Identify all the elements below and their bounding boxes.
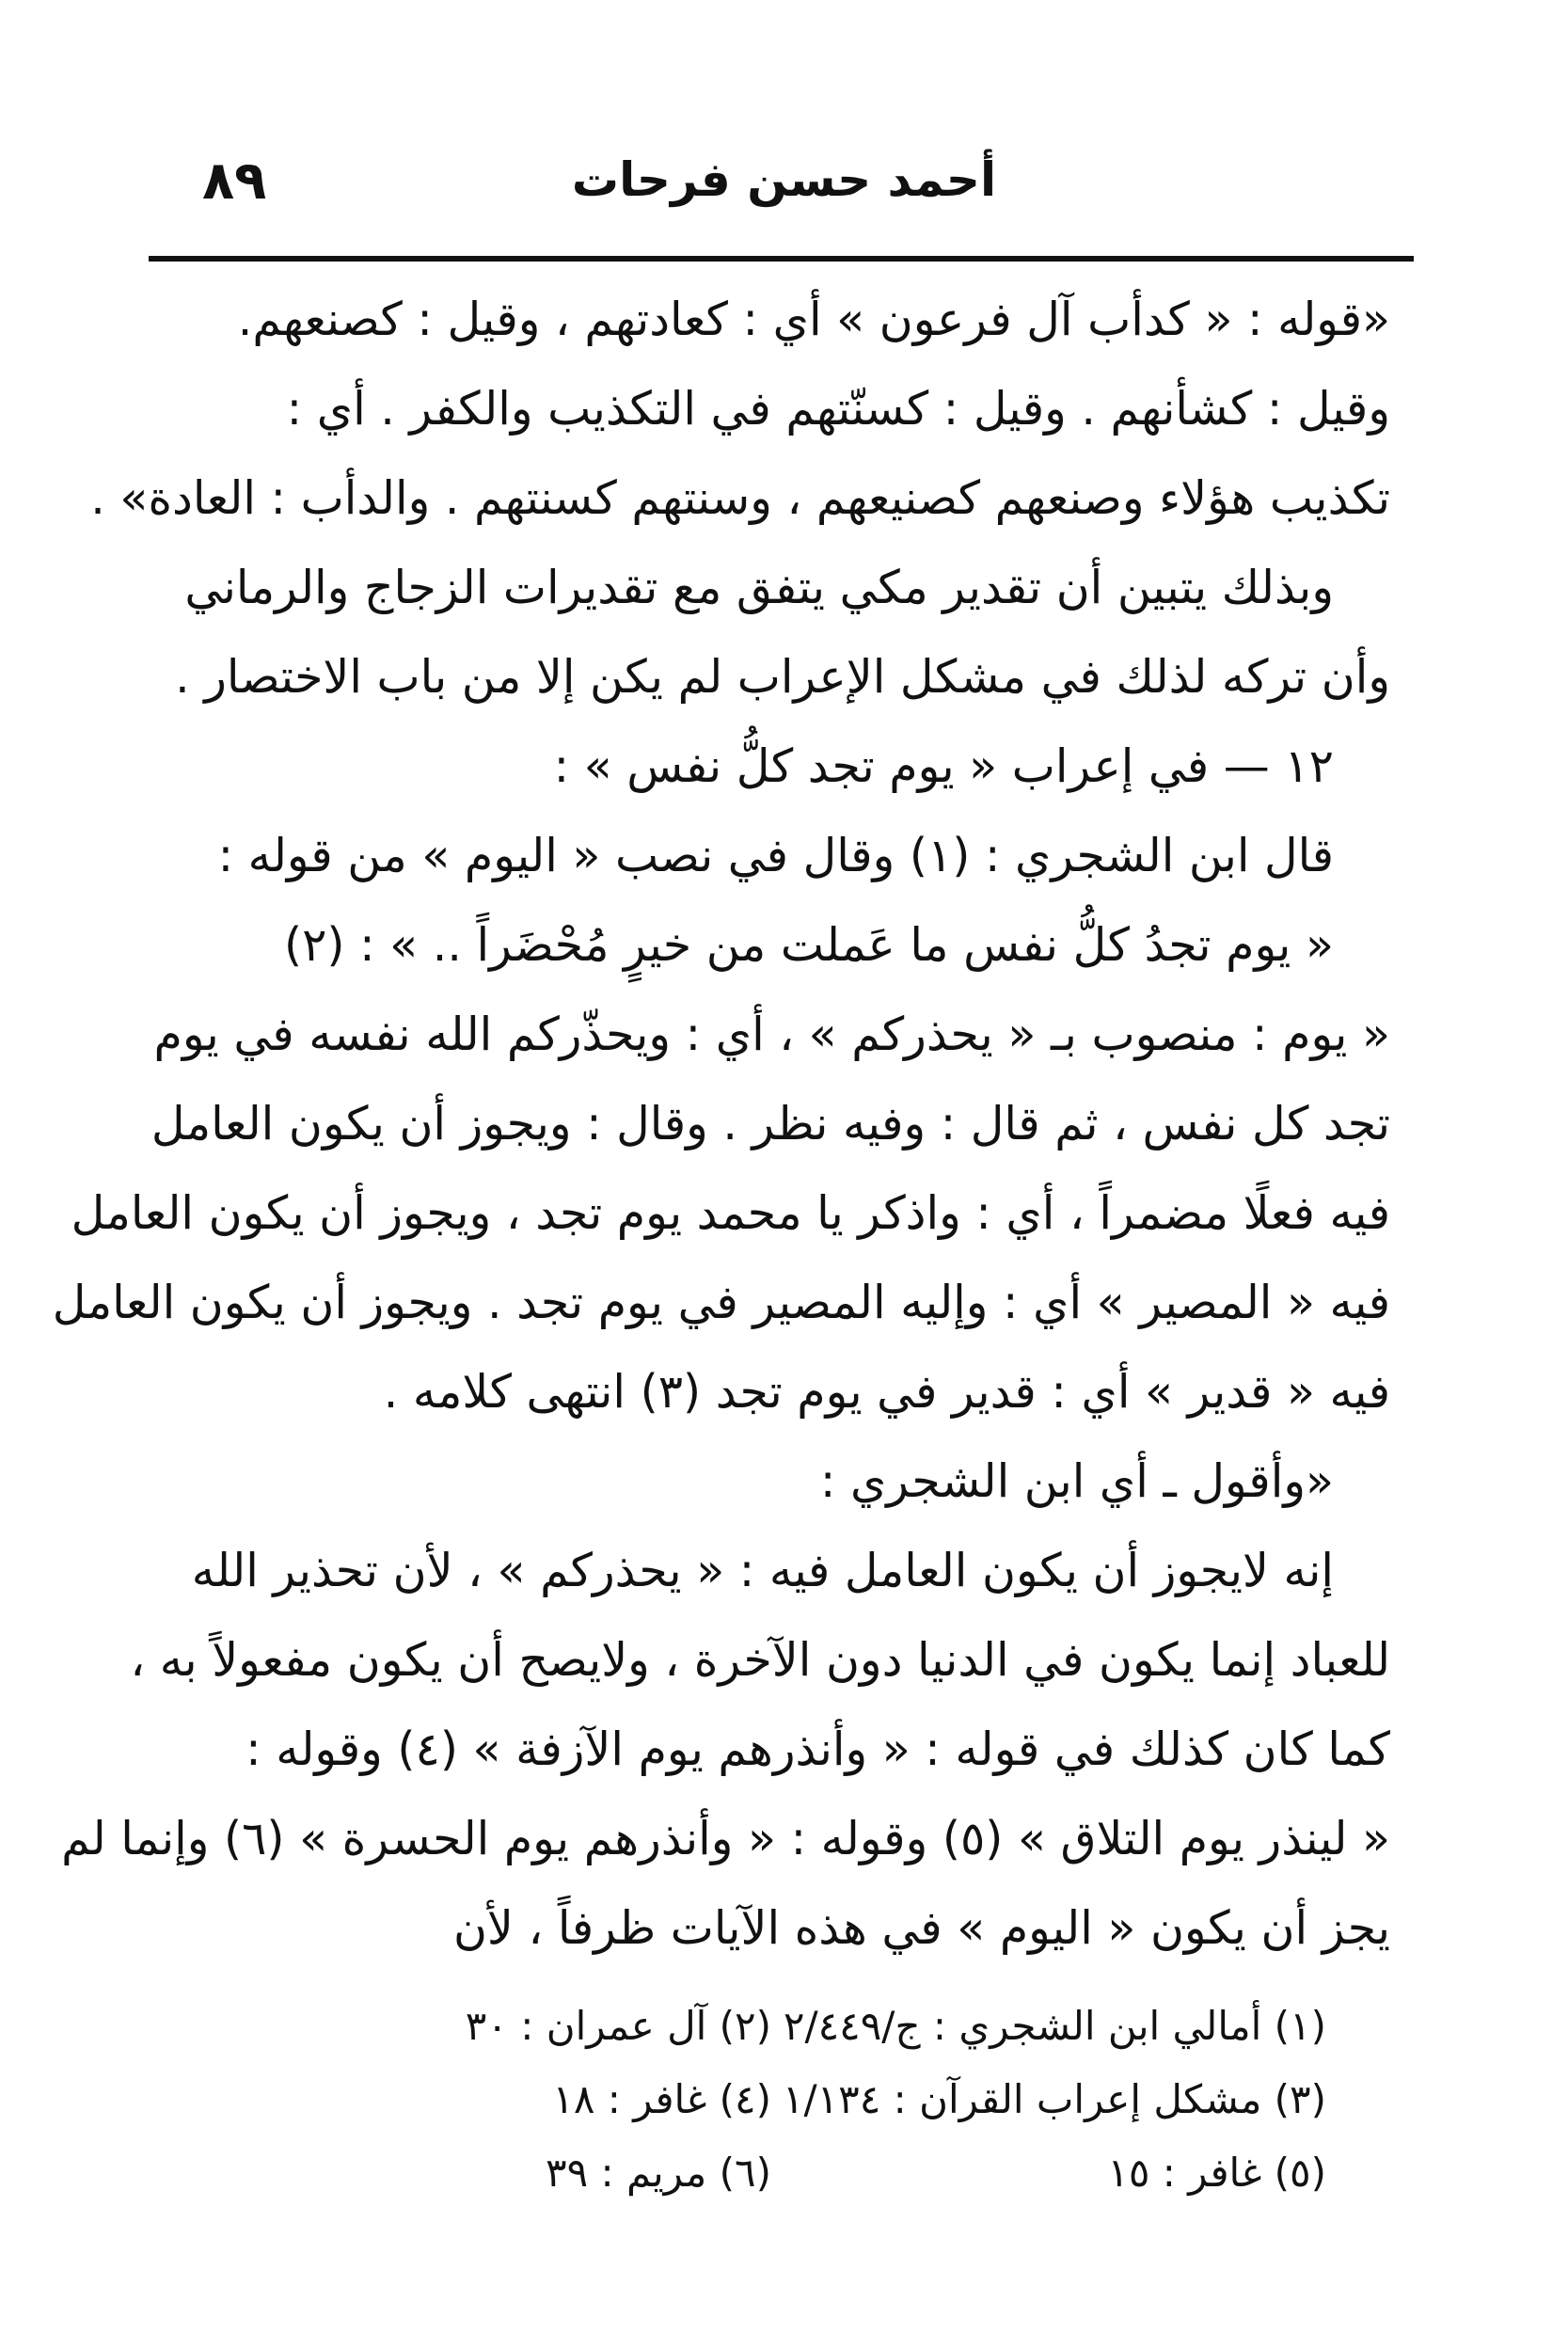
text-line: وبذلك يتبين أن تقدير مكي يتفق مع تقديرات الزجاج والرماني	[184, 561, 1334, 614]
text-line: فيه فعلًا مضمراً ، أي : واذكر يا محمد يوم تجد ، ويجوز أن يكون العامل	[71, 1186, 1390, 1240]
footnotes	[263, 1990, 1326, 2210]
footnote-5: (٥) غافر : ١٥	[1107, 2150, 1326, 2196]
text-line: تكذيب هؤلاء وصنعهم كصنيعهم ، وسنتهم كسنتهم . والدأب : العادة» .	[90, 471, 1390, 525]
footnote-row	[263, 2136, 1326, 2210]
footnote-3: (٣) مشكل إعراب القرآن : ١/١٣٤	[782, 2076, 1326, 2122]
text-line: فيه « قدير » أي : قدير في يوم تجد (٣) انتهى كلامه .	[383, 1365, 1390, 1419]
footnote-row	[263, 1990, 1326, 2063]
text-line: للعباد إنما يكون في الدنيا دون الآخرة ، ولايصح أن يكون مفعولاً به ،	[130, 1633, 1390, 1687]
footnote-1: (١) أمالي ابن الشجري : ج/٢/٤٤٩	[783, 2003, 1326, 2049]
main-text	[52, 275, 1390, 1973]
text-line: قال ابن الشجري : (١) وقال في نصب « اليوم » من قوله :	[217, 829, 1334, 882]
header-divider	[149, 256, 1414, 262]
text-line: وقيل : كشأنهم . وقيل : كسنّتهم في التكذيب والكفر . أي :	[286, 382, 1390, 436]
text-line: فيه « المصير » أي : وإليه المصير في يوم تجد . ويجوز أن يكون العامل	[52, 1276, 1390, 1329]
footnote-4: (٤) غافر : ١٨	[552, 2076, 771, 2122]
footnote-2: (٢) آل عمران : ٣٠	[465, 2003, 771, 2049]
text-line: « يوم : منصوب بـ « يحذركم » ، أي : ويحذّركم الله نفسه في يوم	[153, 1008, 1390, 1061]
quran-quote-line: « يوم تجدُ كلُّ نفس ما عَملت من خيرٍ مُحْضَراً .. » : (٢)	[283, 918, 1334, 972]
text-line: «وأقول ـ أي ابن الشجري :	[819, 1454, 1334, 1508]
page-number: ٨٩	[202, 151, 267, 212]
footnote-row	[263, 2063, 1326, 2136]
footnote-6: (٦) مريم : ٣٩	[546, 2150, 771, 2196]
page-header	[141, 141, 1427, 245]
section-heading: ١٢ — في إعراب « يوم تجد كلُّ نفس » :	[553, 739, 1334, 793]
text-line: «قوله : « كدأب آل فرعون » أي : كعادتهم ، وقيل : كصنعهم.	[237, 293, 1390, 346]
text-line: إنه لايجوز أن يكون العامل فيه : « يحذركم » ، لأن تحذير الله	[191, 1544, 1334, 1597]
running-title: أحمد حسن فرحات	[571, 152, 997, 207]
text-line: يجز أن يكون « اليوم » في هذه الآيات ظرفاً ، لأن	[452, 1901, 1390, 1955]
text-line: وأن تركه لذلك في مشكل الإعراب لم يكن إلا من باب الاختصار .	[175, 650, 1390, 704]
text-line: « لينذر يوم التلاق » (٥) وقوله : « وأنذرهم يوم الحسرة » (٦) وإنما لم	[61, 1812, 1390, 1865]
text-line: تجد كل نفس ، ثم قال : وفيه نظر . وقال : ويجوز أن يكون العامل	[150, 1097, 1390, 1151]
text-line: كما كان كذلك في قوله : « وأنذرهم يوم الآزفة » (٤) وقوله :	[245, 1722, 1390, 1776]
